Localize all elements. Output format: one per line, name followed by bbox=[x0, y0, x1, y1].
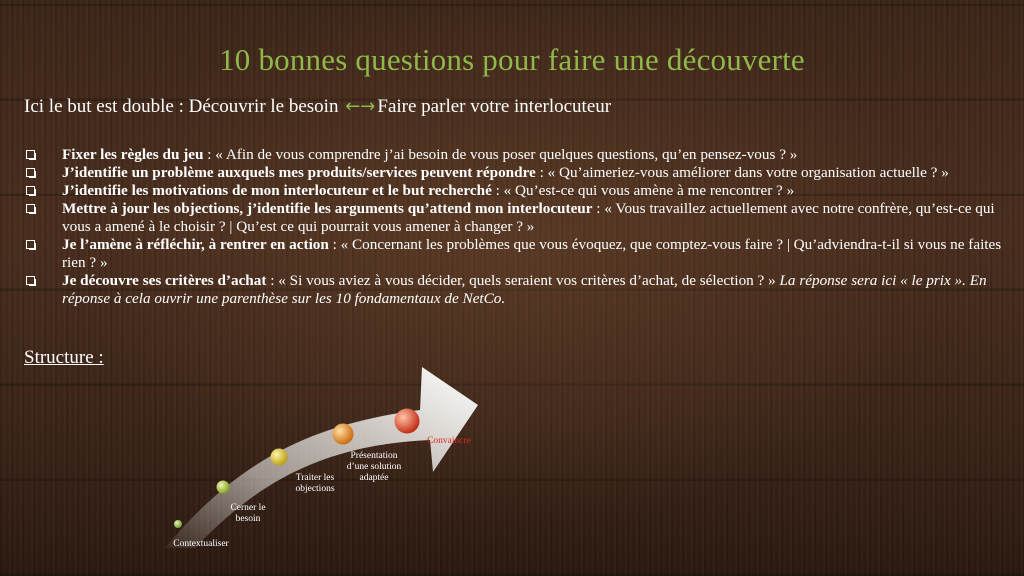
item-heading: J’identifie les motivations de mon interlocuteur et le but recherché bbox=[62, 182, 492, 199]
slide-title: 10 bonnes questions pour faire une découverte bbox=[219, 42, 805, 77]
item-text: : « Concernant les problèmes que vous évoquez, que comptez-vous faire ? | Qu’adviendra-t-il si vous ne faites rien ? » bbox=[62, 236, 1002, 271]
item-text: : « Vous travaillez actuellement avec notre confrère, qu’est-ce qui vous a amené à le choisir ? | Qu’est ce qui pourrait vous amener à changer ? » bbox=[62, 200, 995, 235]
item-text: : « Si vous aviez à vous décider, quels seraient vos critères d’achat, de sélection ? » bbox=[266, 272, 780, 289]
step-label: Contextualiser bbox=[173, 539, 229, 549]
subtitle-part-1: Ici le but est double : Découvrir le besoin bbox=[24, 96, 344, 117]
step-dot-contextualiser bbox=[174, 520, 182, 528]
item-heading: Je l’amène à réfléchir, à rentrer en action bbox=[62, 236, 329, 253]
item-text: : « Afin de vous comprendre j’ai besoin de vous poser quelques questions, qu’en pensez-vous ? » bbox=[203, 146, 798, 163]
step-dot-objections bbox=[271, 449, 288, 466]
item-text: : « Qu’aimeriez-vous améliorer dans votre organisation actuelle ? » bbox=[535, 164, 949, 181]
step-label: Présentation d’une solution adaptée bbox=[346, 451, 402, 483]
item-heading: Fixer les règles du jeu bbox=[62, 146, 204, 163]
item-text: : « Qu’est-ce qui vous amène à me rencontrer ? » bbox=[491, 182, 795, 199]
step-dot-presentation bbox=[333, 424, 354, 445]
step-dot-convaincre bbox=[395, 409, 420, 434]
item-note: La réponse sera ici « le prix ». En réponse à cela ouvrir une parenthèse sur les 10 fondamentaux de NetCo. bbox=[62, 272, 987, 307]
step-dot-cerner bbox=[217, 481, 230, 494]
step-label: Traiter les objections bbox=[295, 473, 335, 494]
step-label: Convaincre bbox=[427, 436, 471, 446]
item-heading: J’identifie un problème auxquels mes produits/services peuvent répondre bbox=[62, 164, 536, 181]
step-label: Cerner le besoin bbox=[230, 503, 266, 524]
structure-heading: Structure : bbox=[24, 347, 104, 368]
double-arrow-icon: ←→ bbox=[345, 96, 376, 117]
item-heading: Je découvre ses critères d’achat bbox=[62, 272, 267, 289]
subtitle-part-2: Faire parler votre interlocuteur bbox=[377, 96, 612, 117]
item-heading: Mettre à jour les objections, j’identifie les arguments qu’attend mon interlocuteur bbox=[62, 200, 593, 217]
curved-arrow-shape bbox=[165, 367, 478, 548]
